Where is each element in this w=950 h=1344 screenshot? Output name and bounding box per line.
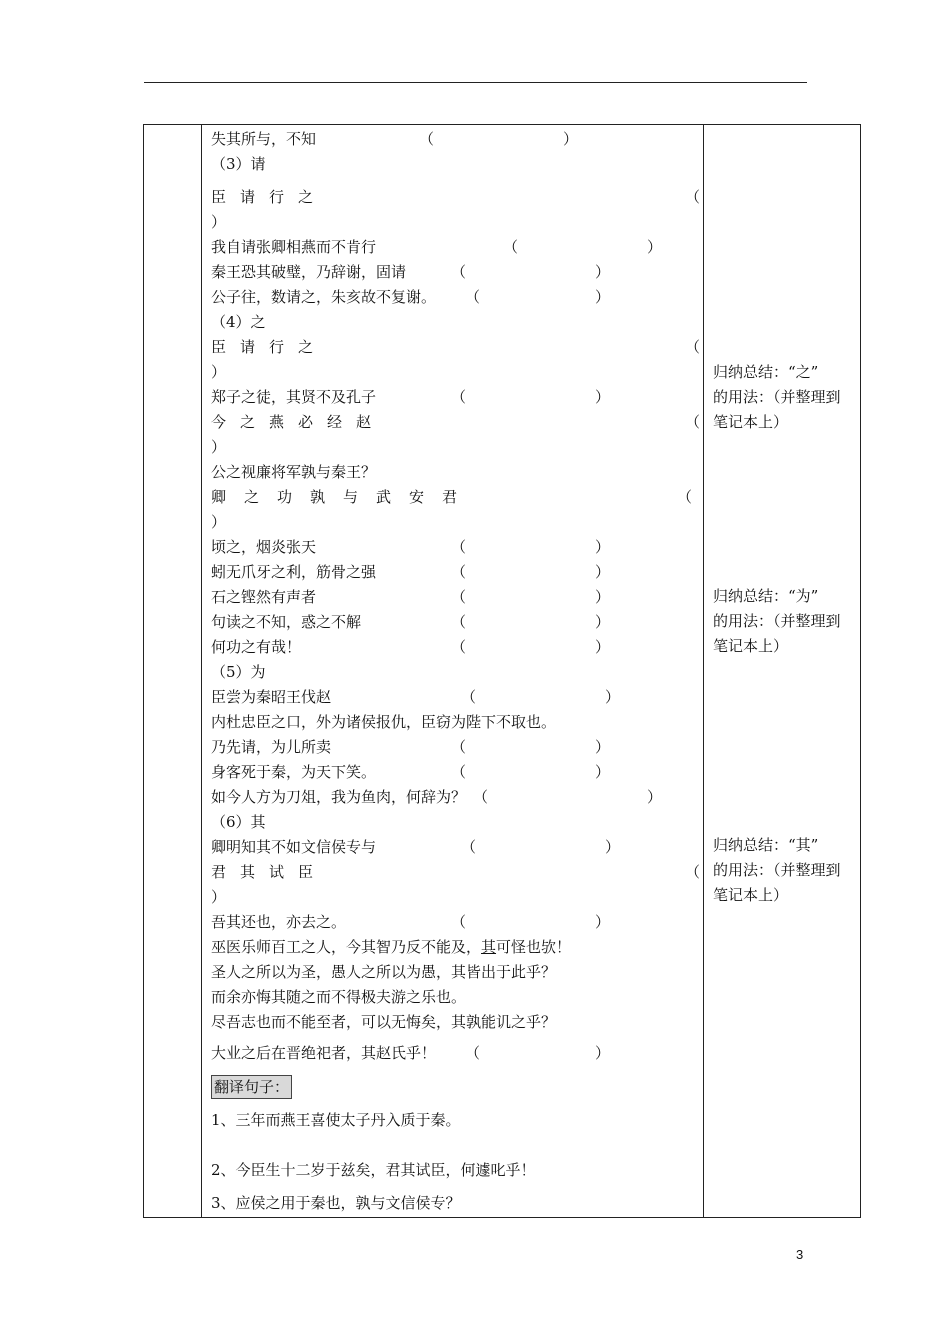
exercise-line: 我自请张卿相燕而不肯行 （ ） bbox=[211, 238, 663, 256]
exercise-line: 句读之不知，惑之不解 （ ） bbox=[211, 613, 611, 631]
exercise-line: 吾其还也，亦去之。 （ ） bbox=[211, 913, 611, 931]
exercise-line: 而余亦悔其随之而不得极夫游之乐也。 bbox=[211, 988, 467, 1006]
exercise-line: 如今人方为刀俎，我为鱼肉，何辞为？ （ ） bbox=[211, 788, 663, 806]
exercise-line: 乃先请，为儿所卖 （ ） bbox=[211, 738, 611, 756]
header-rule bbox=[144, 82, 807, 83]
exercise-line-wrap: ） bbox=[211, 213, 227, 231]
section-heading: （4）之 bbox=[211, 313, 266, 331]
exercise-line: 大业之后在晋绝祀者，其赵氏乎！ （ ） bbox=[211, 1044, 611, 1062]
section-heading: （6）其 bbox=[211, 813, 266, 831]
exercise-line: 秦王恐其破璧，乃辞谢，固请 （ ） bbox=[211, 263, 611, 281]
translation-item: 1、三年而燕王喜使太子丹入质于秦。 bbox=[211, 1111, 461, 1129]
translation-item: 3、应侯之用于秦也，孰与文信侯专？ bbox=[211, 1194, 461, 1212]
section-heading: （5）为 bbox=[211, 663, 266, 681]
section-heading: （3）请 bbox=[211, 155, 266, 173]
exercise-line: 巫医乐师百工之人，今其智乃反不能及，其可怪也欤！ bbox=[211, 938, 572, 956]
exercise-line: 今之燕必经赵 （ bbox=[211, 413, 701, 431]
exercise-line: 公子往，数请之，朱亥故不复谢。 （ ） bbox=[211, 288, 611, 306]
exercise-line: 君其试臣 （ bbox=[211, 863, 701, 881]
exercise-line-wrap: ） bbox=[211, 438, 227, 456]
side-note-wei: 归纳总结：“为” 的用法：（并整理到 笔记本上） bbox=[713, 587, 841, 655]
exercise-line: 身客死于秦，为天下笑。 （ ） bbox=[211, 763, 611, 781]
exercise-line: 尽吾志也而不能至者，可以无悔矣，其孰能讥之乎？ bbox=[211, 1013, 557, 1031]
translation-heading: 翻译句子： bbox=[211, 1075, 696, 1097]
exercise-line-wrap: ） bbox=[211, 363, 227, 381]
translation-item: 2、今臣生十二岁于兹矣，君其试臣，何遽叱乎！ bbox=[211, 1161, 536, 1179]
exercise-line: 顷之，烟炎张天 （ ） bbox=[211, 538, 611, 556]
exercise-line: 卿明知其不如文信侯专与 （ ） bbox=[211, 838, 621, 856]
exercise-line-wrap: ） bbox=[211, 888, 227, 906]
exercise-line: 何功之有哉！ （ ） bbox=[211, 638, 611, 656]
column-divider-left bbox=[201, 124, 202, 1218]
side-note-qi: 归纳总结：“其” 的用法：（并整理到 笔记本上） bbox=[713, 836, 841, 904]
exercise-line: 卿之功孰与武安君 （ bbox=[211, 488, 693, 506]
column-divider-right bbox=[703, 124, 704, 1218]
exercise-line-wrap: ） bbox=[211, 513, 227, 531]
exercise-line: 公之视廉将军孰与秦王？ bbox=[211, 463, 377, 481]
exercise-line: 圣人之所以为圣，愚人之所以为愚，其皆出于此乎？ bbox=[211, 963, 557, 981]
underlined-word: 其 bbox=[481, 938, 497, 956]
exercise-line: 郑子之徒，其贤不及孔子 （ ） bbox=[211, 388, 611, 406]
page-number: 3 bbox=[796, 1247, 804, 1262]
exercise-line: 石之铿然有声者 （ ） bbox=[211, 588, 611, 606]
side-note-zhi: 归纳总结：“之” 的用法：（并整理到 笔记本上） bbox=[713, 363, 841, 431]
exercise-line: 内杜忠臣之口，外为诸侯报仇，臣窃为陛下不取也。 bbox=[211, 713, 557, 731]
exercise-line: 蚓无爪牙之利，筋骨之强 （ ） bbox=[211, 563, 611, 581]
exercise-line: 失其所与，不知 （ ） bbox=[211, 130, 579, 148]
exercise-line: 臣请行之 （ bbox=[211, 338, 701, 356]
exercise-line: 臣尝为秦昭王伐赵 （ ） bbox=[211, 688, 621, 706]
exercise-line: 臣请行之 （ bbox=[211, 188, 701, 206]
